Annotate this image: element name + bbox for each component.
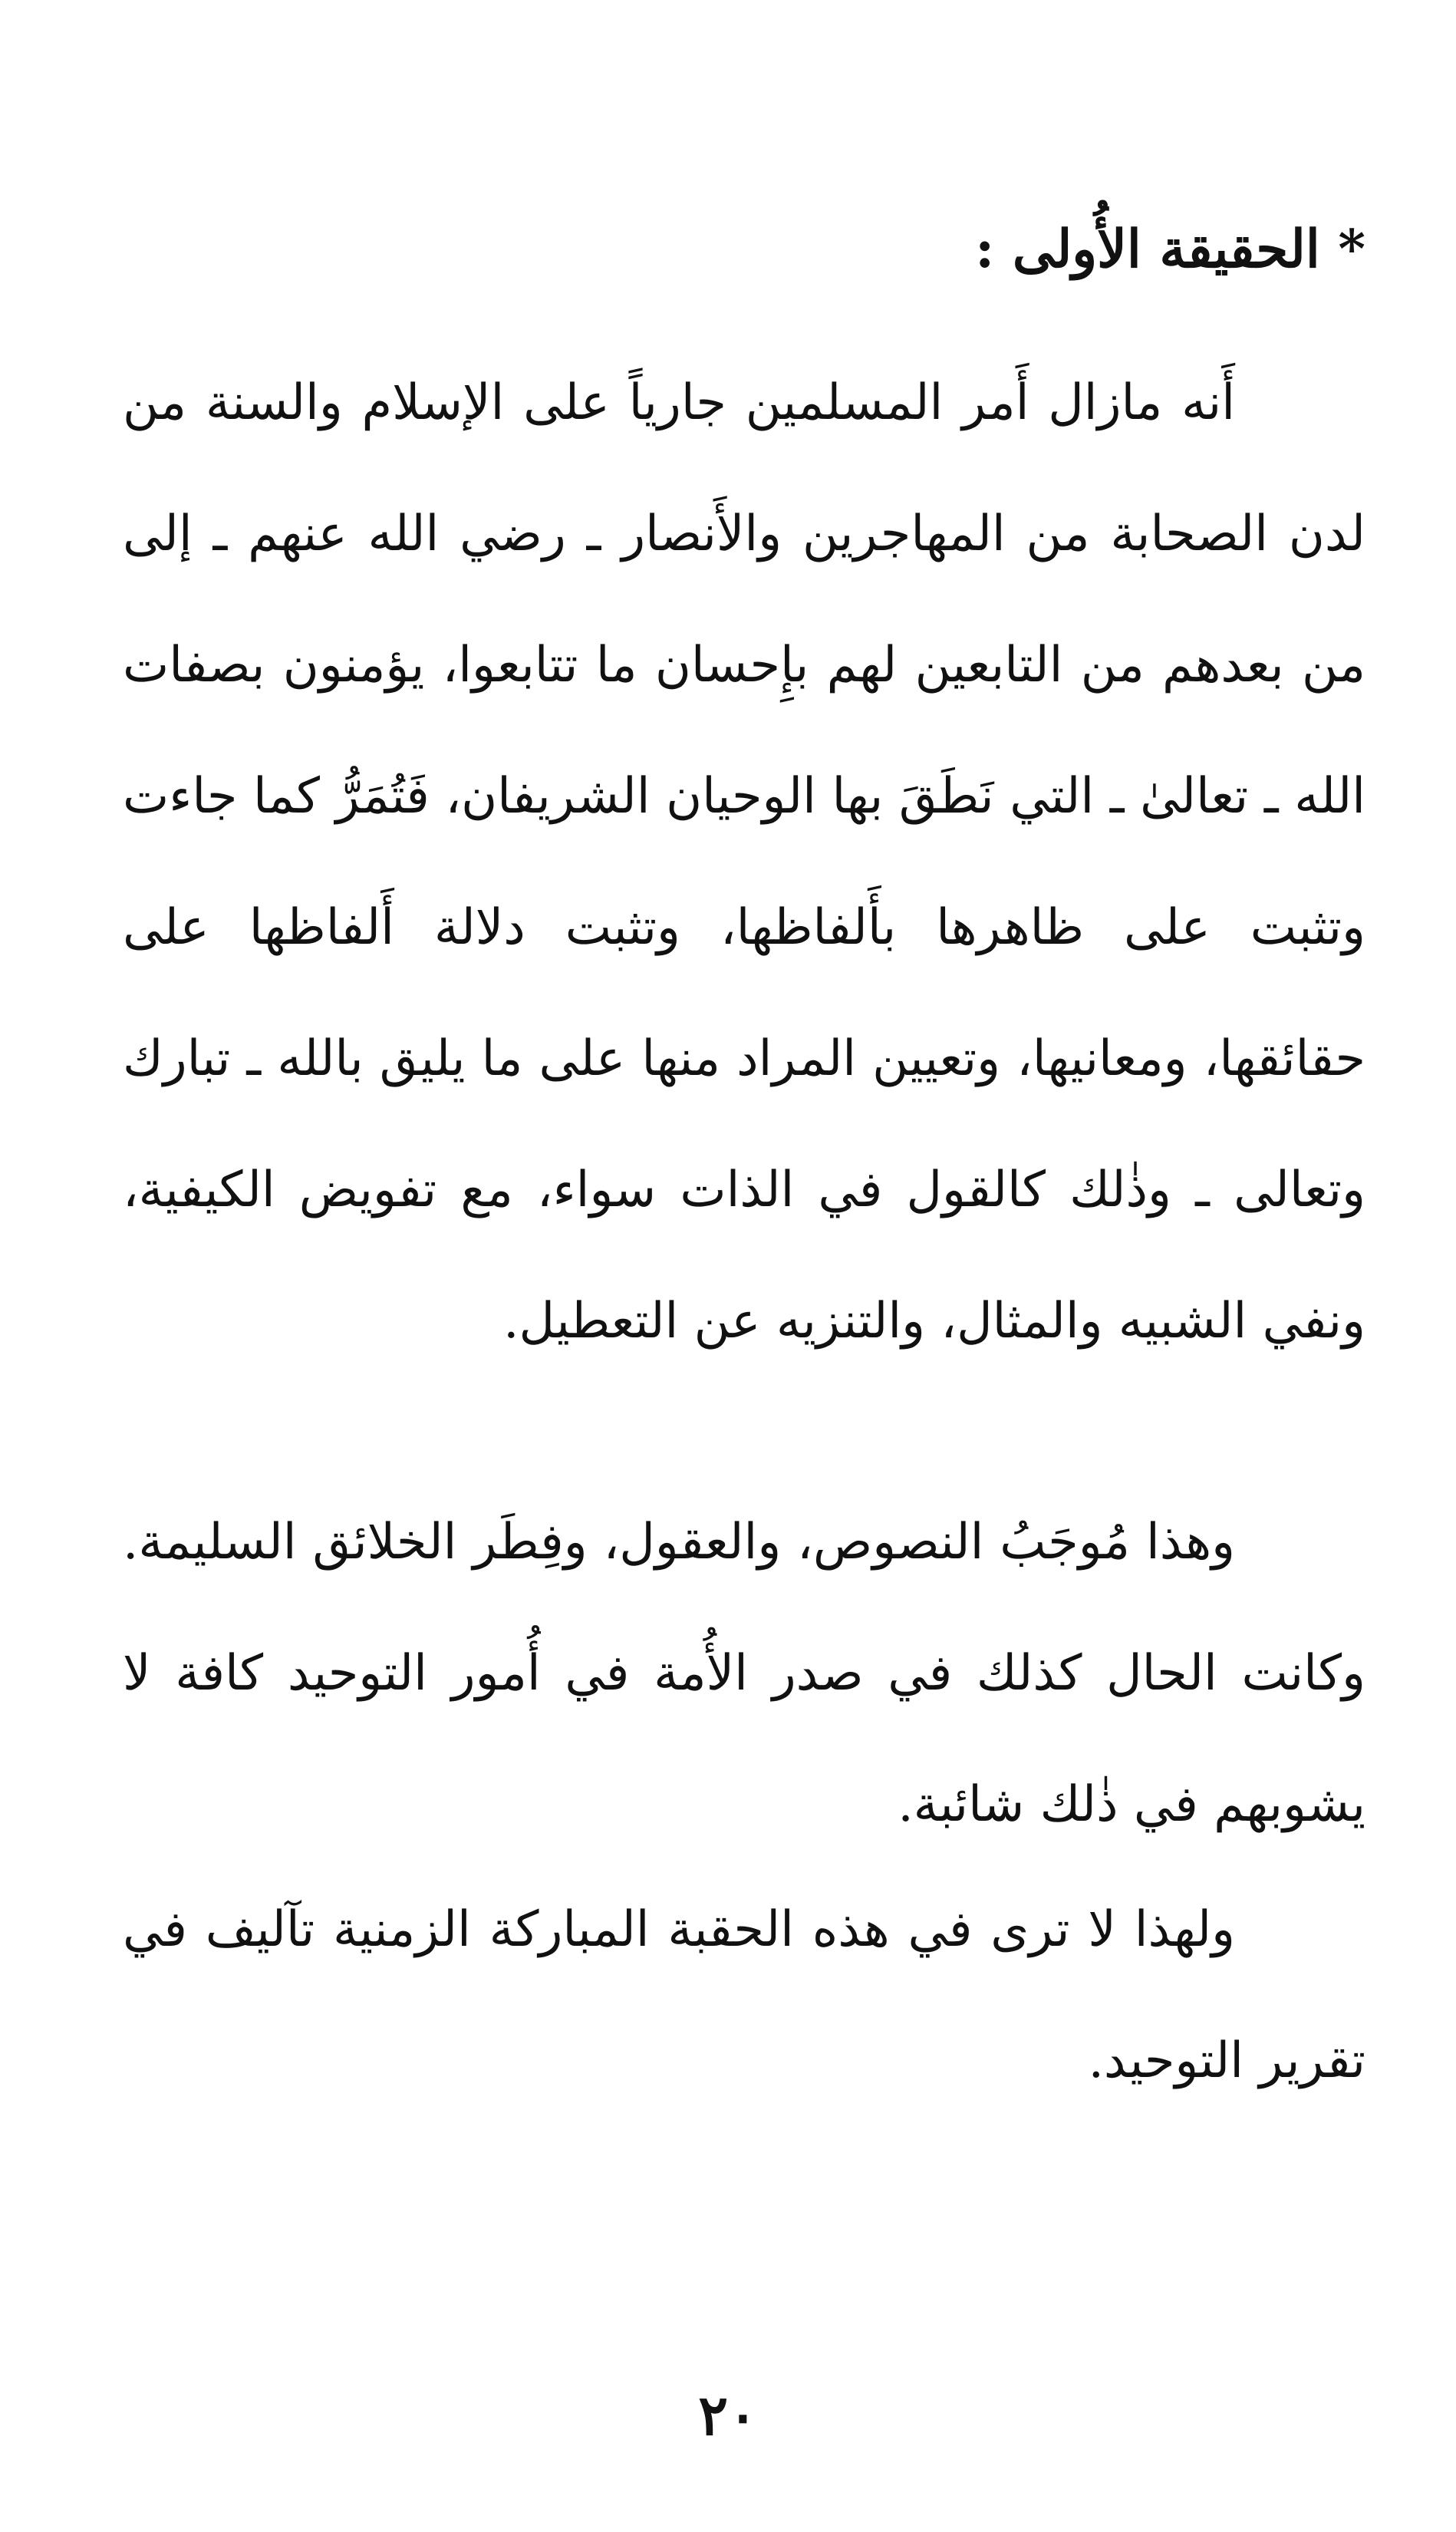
paragraph-evidence	[123, 1477, 1365, 1871]
paragraph-text: وهذا مُوجَبُ النصوص، والعقول، وفِطَر الخلائق السليمة. وكانت الحال كذلك في صدر الأُمة في أُمور التوحيد كافة لا يشوبهم في ذٰلك شائبة.	[123, 1514, 1365, 1833]
page-number: ٢٠	[698, 2382, 758, 2448]
paragraph-first-fact	[123, 338, 1365, 1387]
section-heading: * الحقيقة الأُولى :	[975, 219, 1365, 280]
paragraph-conclusion	[123, 1864, 1365, 2127]
paragraph-text: أَنه مازال أَمر المسلمين جارياً على الإسلام والسنة من لدن الصحابة من المهاجرين والأَنصار ـ رضي الله عنهم ـ إلى من بعدهم من التابعين لهم بإِحسان ما تتابعوا، يؤمنون بصفات الله ـ تعالىٰ ـ التي نَطَقَ بها الوحيان الشريفان، فَتُمَرُّ كما جاءت وتثبت على ظاهرها بأَلفاظها، وتثبت دلالة أَلفاظها على حقائقها، ومعانيها، وتعيين المراد منها على ما يليق بالله ـ تبارك وتعالى ـ وذٰلك كالقول في الذات سواء، مع تفويض الكيفية، ونفي الشبيه والمثال، والتنزيه عن التعطيل.	[123, 374, 1366, 1350]
paragraph-text: ولهذا لا ترى في هذه الحقبة المباركة الزمنية تآليف في تقرير التوحيد.	[123, 1901, 1365, 2089]
